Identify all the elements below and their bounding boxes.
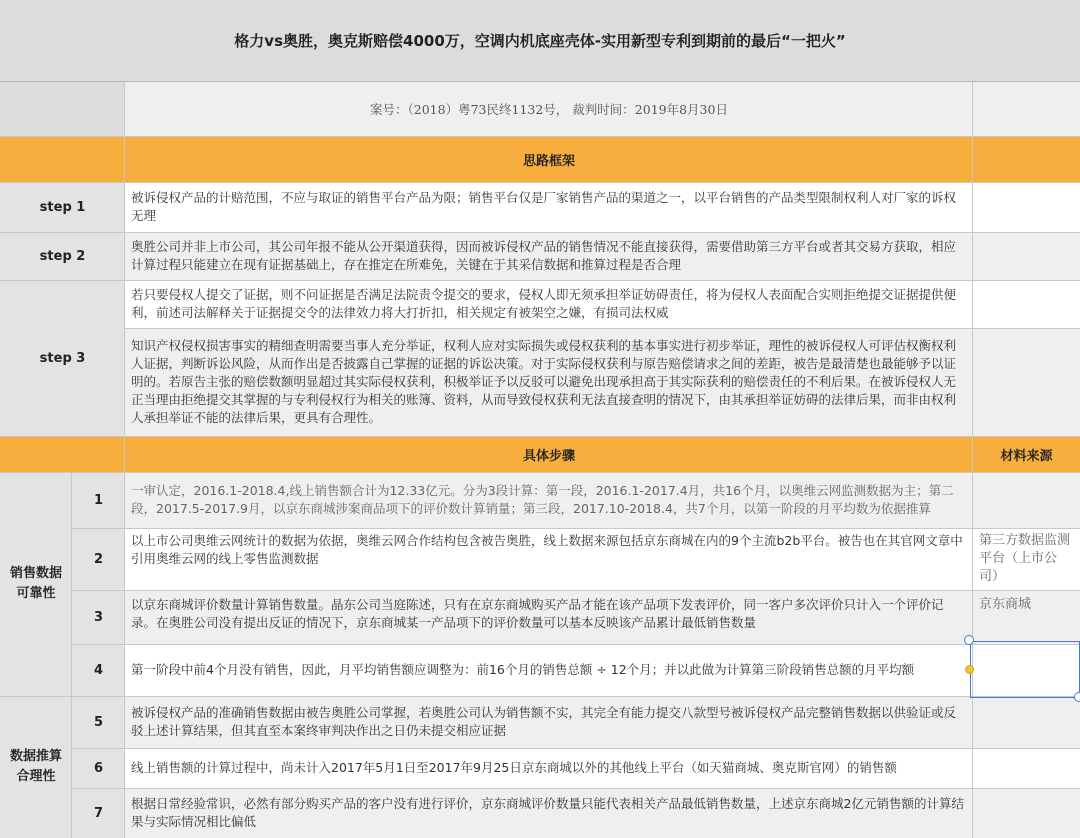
row-source: 京东商城 — [973, 590, 1080, 644]
row-source — [973, 696, 1080, 748]
details-header: 具体步骤 — [125, 436, 973, 472]
row-text: 被诉侵权产品的准确销售数据由被告奥胜公司掌握，若奥胜公司认为销售额不实，其完全有能力提交八款型号被诉侵权产品完整销售数据以供验证或反驳上述计算结果，但其直至本案终审判决作出之日仍未提交相应证据 — [125, 696, 973, 748]
grid-line — [0, 182, 1080, 183]
grid-line — [71, 472, 72, 838]
source-header: 材料来源 — [973, 436, 1080, 472]
grid-line — [0, 136, 1080, 137]
grid-line — [72, 788, 1080, 789]
row-number: 5 — [72, 696, 125, 748]
selection-handle-top[interactable] — [964, 635, 974, 645]
grid-line — [72, 748, 1080, 749]
grid-line — [124, 82, 125, 838]
left-margin-case — [0, 82, 125, 136]
grid-line — [72, 528, 1080, 529]
row-text: 以京东商城评价数量计算销售数量。晶东公司当庭陈述，只有在京东商城购买产品才能在该产品项下发表评价，同一客户多次评价只计入一个评价记录。在奥胜公司没有提出反证的情况下，京东商城某一产品项下的评价数量可以基本反映该产品累计最低销售数量 — [125, 590, 973, 644]
row-number: 6 — [72, 748, 125, 788]
grid-line — [972, 82, 973, 838]
row-number: 4 — [72, 644, 125, 696]
case-info-right — [973, 82, 1080, 136]
row-number: 2 — [72, 528, 125, 590]
grid-line — [0, 436, 1080, 437]
grid-line — [72, 590, 1080, 591]
group-label: 销售数据 可靠性 — [0, 472, 72, 696]
framework-header-left — [0, 136, 125, 182]
step-label: step 1 — [0, 182, 125, 232]
details-header-left — [0, 436, 125, 472]
row-text: 一审认定，2016.1-2018.4,线上销售额合计为12.33亿元。分为3段计算：第一段，2016.1-2017.4月，共16个月，以奥维云网监测数据为主；第二段，2017.5-2017.9月，以京东商城涉案商品项下的评价数计算销量；第三段，2017.10-2018.4，共7个月，以第一阶段的月平均数为依据推算 — [125, 472, 973, 528]
step-right — [973, 328, 1080, 436]
grid-line — [72, 644, 1080, 645]
step-right — [973, 280, 1080, 328]
row-number: 1 — [72, 472, 125, 528]
framework-header-right — [973, 136, 1080, 182]
row-source — [973, 788, 1080, 838]
grid-line — [0, 472, 1080, 473]
step-right — [973, 182, 1080, 232]
step-label: step 3 — [0, 280, 125, 436]
row-source: 第三方数据监测平台（上市公司） — [973, 528, 1080, 590]
grid-line — [125, 328, 1080, 329]
case-info: 案号：（2018）粤73民终1132号， 裁判时间：2019年8月30日 — [125, 82, 973, 136]
row-text: 线上销售额的计算过程中，尚未计入2017年5月1日至2017年9月25日京东商城以外的其他线上平台（如天猫商城、奥克斯官网）的销售额 — [125, 748, 973, 788]
row-text: 根据日常经验常识，必然有部分购买产品的客户没有进行评价，京东商城评价数量只能代表相关产品最低销售数量，上述京东商城2亿元销售额的计算结果与实际情况相比偏低 — [125, 788, 973, 838]
group-label: 数据推算 合理性 — [0, 696, 72, 838]
grid-line — [0, 696, 1080, 697]
grid-line — [0, 232, 1080, 233]
page-title: 格力vs奥胜，奥克斯赔偿4000万，空调内机底座壳体-实用新型专利到期前的最后“一把火” — [0, 0, 1080, 82]
row-source — [973, 748, 1080, 788]
row-text: 第一阶段中前4个月没有销售，因此，月平均销售额应调整为：前16个月的销售总额 ÷ 12个月；并以此做为计算第三阶段销售总额的月平均额 — [125, 644, 973, 696]
row-number: 3 — [72, 590, 125, 644]
step-text: 奥胜公司并非上市公司，其公司年报不能从公开渠道获得，因而被诉侵权产品的销售情况不能直接获得，需要借助第三方平台或者其交易方获取，相应计算过程只能建立在现有证据基础上，存在推定在所难免，关键在于其采信数据和推算过程是否合理 — [125, 232, 973, 280]
grid-line — [0, 280, 1080, 281]
selection-handle-bottom[interactable] — [1074, 692, 1080, 702]
framework-header: 思路框架 — [125, 136, 973, 182]
step-text: 知识产权侵权损害事实的精细查明需要当事人充分举证，权利人应对实际损失或侵权获利的基本事实进行初步举证，理性的被诉侵权人可评估权衡权利人证据，判断诉讼风险，从而作出是否披露自己掌握的证据的诉讼决策。对于实际侵权获利与原告赔偿请求之间的差距，被告是最清楚也最能够予以证明的。若原告主张的赔偿数额明显超过其实际侵权获利，积极举证予以反驳可以避免出现承担高于其实际获利的赔偿责任的不利后果。在被诉侵权人无正当理由拒绝提交其掌握的与专利侵权行为相关的账簿、资料，从而导致侵权获利无法直接查明的情况下，由其承担举证妨碍的法律后果，而非由权利人承担举证不能的法律后果，更具有合理性。 — [125, 328, 973, 436]
row-number: 7 — [72, 788, 125, 838]
step-label: step 2 — [0, 232, 125, 280]
step-text: 若只要侵权人提交了证据，则不问证据是否满足法院责令提交的要求，侵权人即无须承担举证妨碍责任，将为侵权人表面配合实则拒绝提交证据提供便利，前述司法解释关于证据提交令的法律效力将大打折扣，相关规定有被架空之嫌，有损司法权威 — [125, 280, 973, 328]
row-source — [973, 472, 1080, 528]
row-text: 以上市公司奥维云网统计的数据为依据，奥维云网合作结构包含被告奥胜，线上数据来源包括京东商城在内的9个主流b2b平台。被告也在其官网文章中引用奥维云网的线上零售监测数据 — [125, 528, 973, 590]
selection-handle-left[interactable] — [965, 665, 974, 674]
cell-selection-box[interactable] — [970, 641, 1080, 698]
step-right — [973, 232, 1080, 280]
step-text: 被诉侵权产品的计赔范围，不应与取证的销售平台产品为限；销售平台仅是厂家销售产品的渠道之一，以平台销售的产品类型限制权利人对厂家的诉权无理 — [125, 182, 973, 232]
